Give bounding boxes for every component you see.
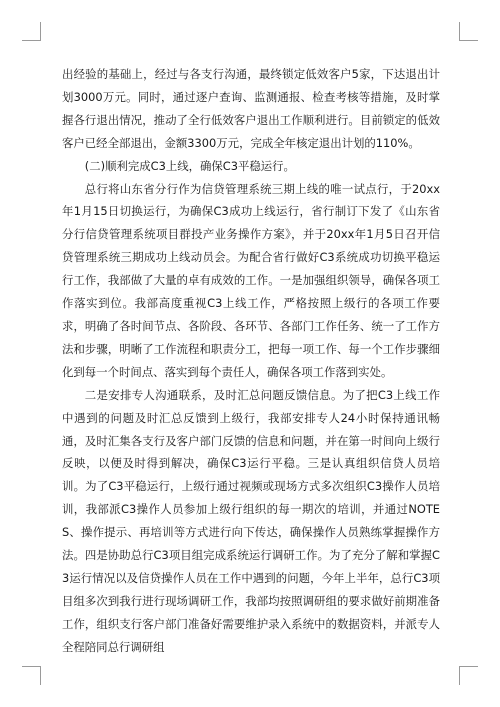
crop-mark-bottom-left (22, 666, 41, 685)
crop-mark-top-left (22, 22, 41, 41)
section-heading: (二)顺利完成C3上线，确保C3平稳运行。 (84, 158, 295, 173)
document-body (62, 63, 440, 659)
crop-mark-bottom-right (459, 666, 478, 685)
paragraph-3: 二是安排专人沟通联系，及时汇总问题反馈信息。为了把C3上线工作中遇到的问题及时汇总反馈到上级行，我部安排专人24小时保持通讯畅通，及时汇集各支行及客户部门反馈的信息和问题，并在第一时间向上级行反映，以便及时得到解决，确保C3运行平稳。三是认真组织信贷人员培训。为了C3平稳运行，上级行通过视频或现场方式多次组织C3操作人员培训，我部派C3操作人员参加上级行组织的每一期次的培训，并通过NOTES、操作提示、再培训等方式进行向下传达，确保操作人员熟练掌握操作方法。四是协助总行C3项目组完成系统运行调研工作。为了充分了解和掌握C3运行情况以及信贷操作人员在工作中遇到的问题，今年上半年，总行C3项目组多次到我行进行现场调研工作，我部均按照调研组的要求做好前期准备工作，组织支行客户部门准备好需要维护录入系统中的数据资料，并派专人全程陪同总行调研组 (62, 387, 440, 654)
paragraph-2: 总行将山东省分行作为信贷管理系统三期上线的唯一试点行，于20xx年1月15日切换运行，为确保C3成功上线运行，省行制订下发了《山东省分行信贷管理系统项目群投产业务操作方案》，并于20xx年1月5日召开信贷管理系统三期成功上线动员会。为配合省行做好C3系统成功切换平稳运行工作，我部做了大量的卓有成效的工作。一是加强组织领导，确保各项工作落实到位。我部高度重视C3上线工作，严格按照上级行的各项工作要求，明确了各时间节点、各阶段、各环节、各部门工作任务、统一了工作方法和步骤，明晰了工作流程和职责分工，把每一项工作、每一个工作步骤细化到每一个时间点、落实到每个责任人，确保各项工作落到实处。 (62, 181, 440, 379)
crop-mark-top-right (459, 22, 478, 41)
paragraph-1: 出经验的基础上，经过与各支行沟通，最终锁定低效客户5家，下达退出计划3000万元。同时，通过逐户查询、监测通报、检查考核等措施，及时掌握各行退出情况，推动了全行低效客户退出工作顺利进行。目前锁定的低效客户已经全部退出，金额3300万元，完成全年核定退出计划的110%。 (62, 67, 440, 150)
